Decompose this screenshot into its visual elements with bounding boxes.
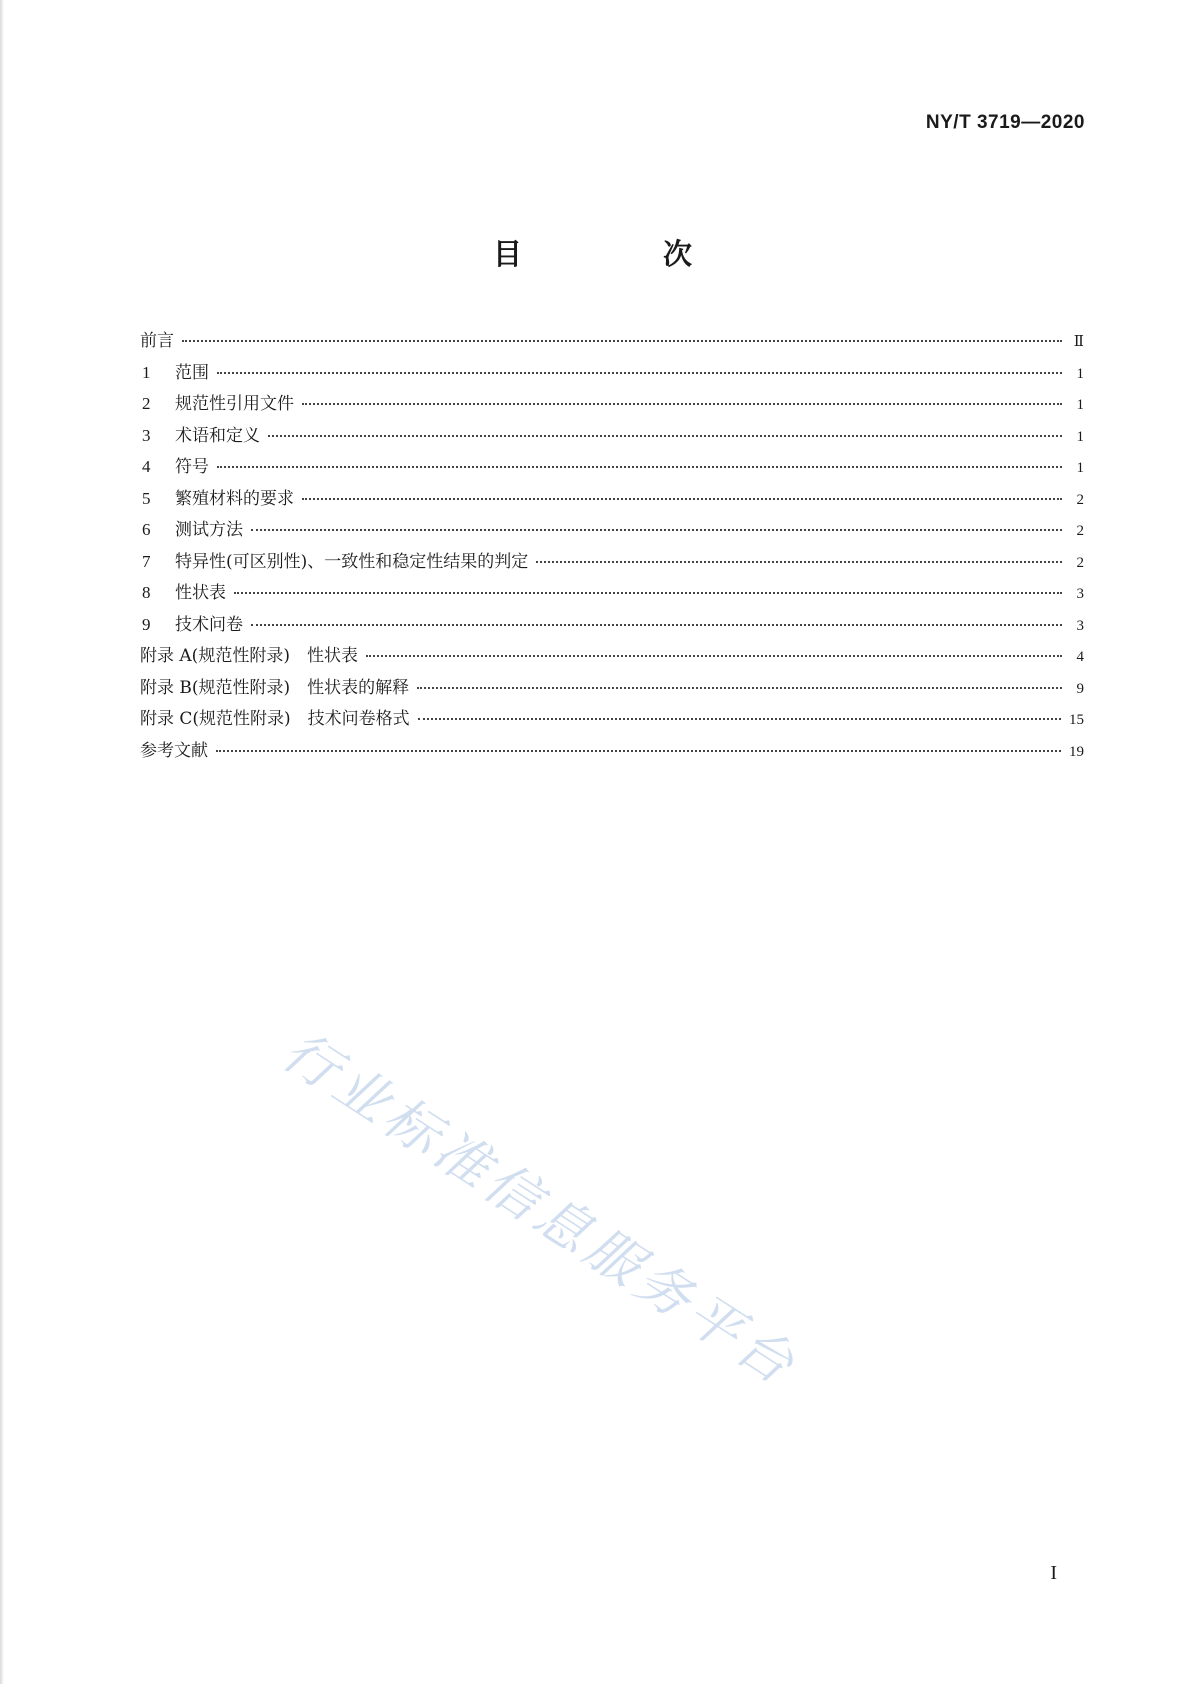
toc-entry-label: 繁殖材料的要求 — [175, 488, 294, 509]
page-number: I — [1050, 1562, 1057, 1584]
toc-leader-dots — [366, 655, 1062, 657]
toc-entry-propagating-material[interactable] — [142, 484, 1084, 516]
toc-entry-number: 8 — [142, 583, 151, 602]
toc-entry-page: 1 — [1076, 365, 1084, 382]
toc-entry-page: 2 — [1076, 523, 1084, 539]
toc-entry-label: 参考文献 — [140, 740, 208, 761]
toc-entry-characteristics-table[interactable] — [142, 578, 1084, 610]
toc-entry-page: 4 — [1076, 649, 1084, 665]
toc-leader-dots — [234, 592, 1062, 594]
toc-entry-label: 附录 B(规范性附录) 性状表的解释 — [140, 677, 410, 698]
toc-title: 目 次 — [492, 237, 748, 271]
toc-entry-label: 术语和定义 — [175, 425, 260, 446]
toc-entry-dus-assessment[interactable] — [142, 547, 1084, 579]
toc-leader-dots — [302, 403, 1062, 405]
toc-entry-number: 6 — [142, 520, 151, 539]
toc-entry-label: 范围 — [175, 362, 209, 383]
table-of-contents — [142, 326, 1084, 767]
toc-leader-dots — [268, 435, 1062, 437]
toc-leader-dots — [418, 718, 1061, 720]
toc-entry-page: 2 — [1076, 491, 1084, 508]
toc-leader-dots — [302, 498, 1062, 500]
toc-entry-page: 1 — [1076, 428, 1084, 445]
toc-entry-number: 4 — [142, 457, 151, 476]
toc-leader-dots — [251, 529, 1062, 531]
toc-entry-label: 测试方法 — [175, 520, 243, 540]
toc-entry-label: 附录 C(规范性附录) 技术问卷格式 — [140, 709, 410, 729]
toc-entry-number: 5 — [142, 488, 151, 508]
toc-entry-label: 规范性引用文件 — [175, 394, 294, 414]
toc-entry-label: 性状表 — [175, 583, 226, 603]
toc-entry-symbols[interactable] — [142, 452, 1084, 484]
toc-leader-dots — [217, 466, 1062, 468]
toc-leader-dots — [217, 372, 1062, 374]
toc-entry-number: 1 — [142, 362, 151, 382]
toc-entry-label: 前言 — [140, 331, 174, 351]
toc-entry-scope[interactable] — [142, 358, 1084, 390]
toc-entry-page: 9 — [1076, 680, 1084, 697]
toc-leader-dots — [216, 750, 1061, 752]
toc-entry-page: Ⅱ — [1073, 334, 1084, 350]
toc-entry-page: 3 — [1076, 586, 1084, 602]
toc-leader-dots — [536, 561, 1062, 563]
toc-entry-number: 3 — [142, 425, 151, 445]
toc-entry-label: 符号 — [175, 457, 209, 477]
toc-entry-annex-c[interactable] — [142, 704, 1084, 736]
toc-entry-annex-b[interactable] — [142, 673, 1084, 705]
toc-entry-bibliography[interactable] — [142, 736, 1084, 768]
toc-entry-normative-references[interactable] — [142, 389, 1084, 421]
standard-code: NY/T 3719—2020 — [925, 112, 1085, 133]
toc-leader-dots — [417, 687, 1062, 689]
toc-entry-page: 15 — [1069, 712, 1084, 728]
toc-entry-page: 19 — [1069, 743, 1084, 760]
toc-entry-label: 附录 A(规范性附录) 性状表 — [140, 646, 358, 666]
toc-leader-dots — [251, 624, 1062, 626]
toc-entry-number: 7 — [142, 551, 151, 571]
toc-leader-dots — [182, 340, 1062, 342]
toc-entry-test-methods[interactable] — [142, 515, 1084, 547]
toc-entry-page: 1 — [1076, 397, 1084, 413]
watermark-text: 行业标准信息服务平台 — [271, 1019, 810, 1399]
toc-entry-number: 9 — [142, 614, 151, 634]
toc-entry-number: 2 — [142, 394, 151, 413]
toc-entry-annex-a[interactable] — [142, 641, 1084, 673]
toc-entry-page: 1 — [1076, 460, 1084, 476]
toc-entry-page: 3 — [1076, 617, 1084, 634]
toc-entry-label: 技术问卷 — [175, 614, 243, 635]
toc-entry-technical-questionnaire[interactable] — [142, 610, 1084, 642]
toc-entry-foreword[interactable] — [142, 326, 1084, 358]
toc-entry-terms-definitions[interactable] — [142, 421, 1084, 453]
toc-entry-page: 2 — [1076, 554, 1084, 571]
toc-entry-label: 特异性(可区别性)、一致性和稳定性结果的判定 — [175, 551, 529, 572]
